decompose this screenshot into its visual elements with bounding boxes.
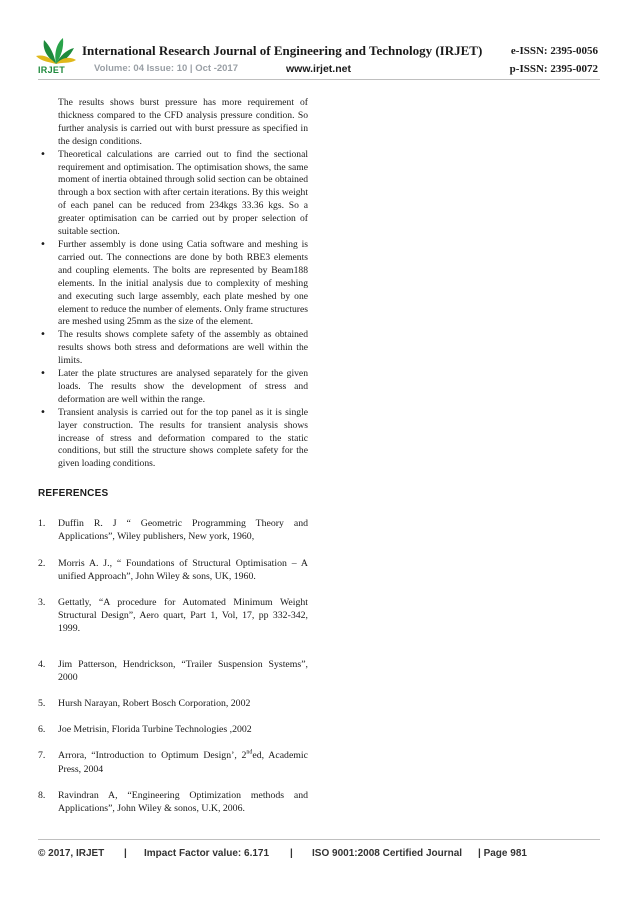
intro-paragraph: The results shows burst pressure has more requirement of thickness compared to the CFD analysis pressure condition. So further analysis is carried out with burst pressure as specified in the design conditions. xyxy=(58,97,308,147)
body-column xyxy=(38,97,308,828)
list-item: • Transient analysis is carried out for the top panel as it is single layer construction. The results for transient analysis shows increase of stress and deformation compared to the static conditions, but still the structure shows complete safety for the given loading conditions. xyxy=(40,406,308,470)
logo-text: IRJET xyxy=(38,65,66,75)
footer-copyright: © 2017, IRJET xyxy=(38,848,105,859)
reference-item: 4. Jim Patterson, Hendrickson, “Trailer Suspension Systems”, 2000 xyxy=(38,658,308,683)
bullet-icon: • xyxy=(40,406,46,418)
footer-iso: ISO 9001:2008 Certified Journal xyxy=(312,848,463,859)
header-divider xyxy=(38,79,600,80)
footer-divider xyxy=(38,839,600,840)
footer-separator: | xyxy=(124,848,127,859)
bullet-icon: • xyxy=(40,148,46,160)
conclusion-list xyxy=(38,149,308,472)
bullet-icon: • xyxy=(40,368,46,380)
reference-item: 8. Ravindran A, “Engineering Optimization methods and Applications”, John Wiley & sonos, U.K, 2006. xyxy=(38,789,308,815)
volume-issue: Volume: 04 Issue: 10 | Oct -2017 xyxy=(94,63,238,74)
footer-separator: | xyxy=(290,848,293,859)
eissn: e-ISSN: 2395-0056 xyxy=(510,45,598,57)
references-heading: REFERENCES xyxy=(38,488,109,500)
page-header xyxy=(0,0,638,90)
list-item: • Theoretical calculations are carried out to find the sectional requirement and optimisation. The optimisation shows, the same moment of inertia obtained through solid section can be obtained through a box section with after certain iterations. By this weight of each panel can be reduced from 234kgs 33.36 kgs. So a greater optimisation can be carried out by proper selection of suitable section. xyxy=(40,148,308,238)
references-list xyxy=(38,517,308,815)
footer-impact-factor: Impact Factor value: 6.171 xyxy=(144,848,270,859)
list-item: • The results shows complete safety of the assembly as obtained results shows both stress and deformations are well within the limits. xyxy=(40,329,308,367)
list-item: • Further assembly is done using Catia software and meshing is carried out. The connections are done by both RBE3 elements and coupling elements. The bolts are represented by Beam188 elements. In the initial analysis due to complexity of meshing and executing such large assembly, each plate meshed by one element to reduce the number of elements. Only frame structures are meshed using 25mm as the size of the element. xyxy=(40,238,308,328)
reference-item: 3. Gettatly, “A procedure for Automated Minimum Weight Structural Design”, Aero quart, Part 1, Vol, 17, pp 332-342, 1999. xyxy=(38,597,308,635)
bullet-icon: • xyxy=(40,329,46,341)
journal-title: International Research Journal of Engineering and Technology (IRJET) xyxy=(82,43,483,58)
reference-item: 2. Morris A. J., “ Foundations of Structural Optimisation – A unified Approach”, John Wiley & sons, UK, 1960. xyxy=(38,557,308,582)
footer-page-number: | Page 981 xyxy=(478,848,527,859)
pissn: p-ISSN: 2395-0072 xyxy=(509,63,598,75)
reference-item: 7. Arrora, “Introduction to Optimum Design’, 2nded, Academic Press, 2004 xyxy=(38,750,308,775)
journal-website-link[interactable]: www.irjet.net xyxy=(286,63,351,75)
bullet-icon: • xyxy=(40,238,46,250)
list-item: • Later the plate structures are analysed separately for the given loads. The results show the development of stress and deformation are well within the range. xyxy=(40,368,308,405)
reference-item: 6. Joe Metrisin, Florida Turbine Technologies ,2002 xyxy=(38,724,252,736)
reference-item: 5. Hursh Narayan, Robert Bosch Corporation, 2002 xyxy=(38,698,251,710)
reference-item: 1. Duffin R. J “ Geometric Programming Theory and Applications”, Wiley publishers, New york, 1960, xyxy=(38,518,308,543)
